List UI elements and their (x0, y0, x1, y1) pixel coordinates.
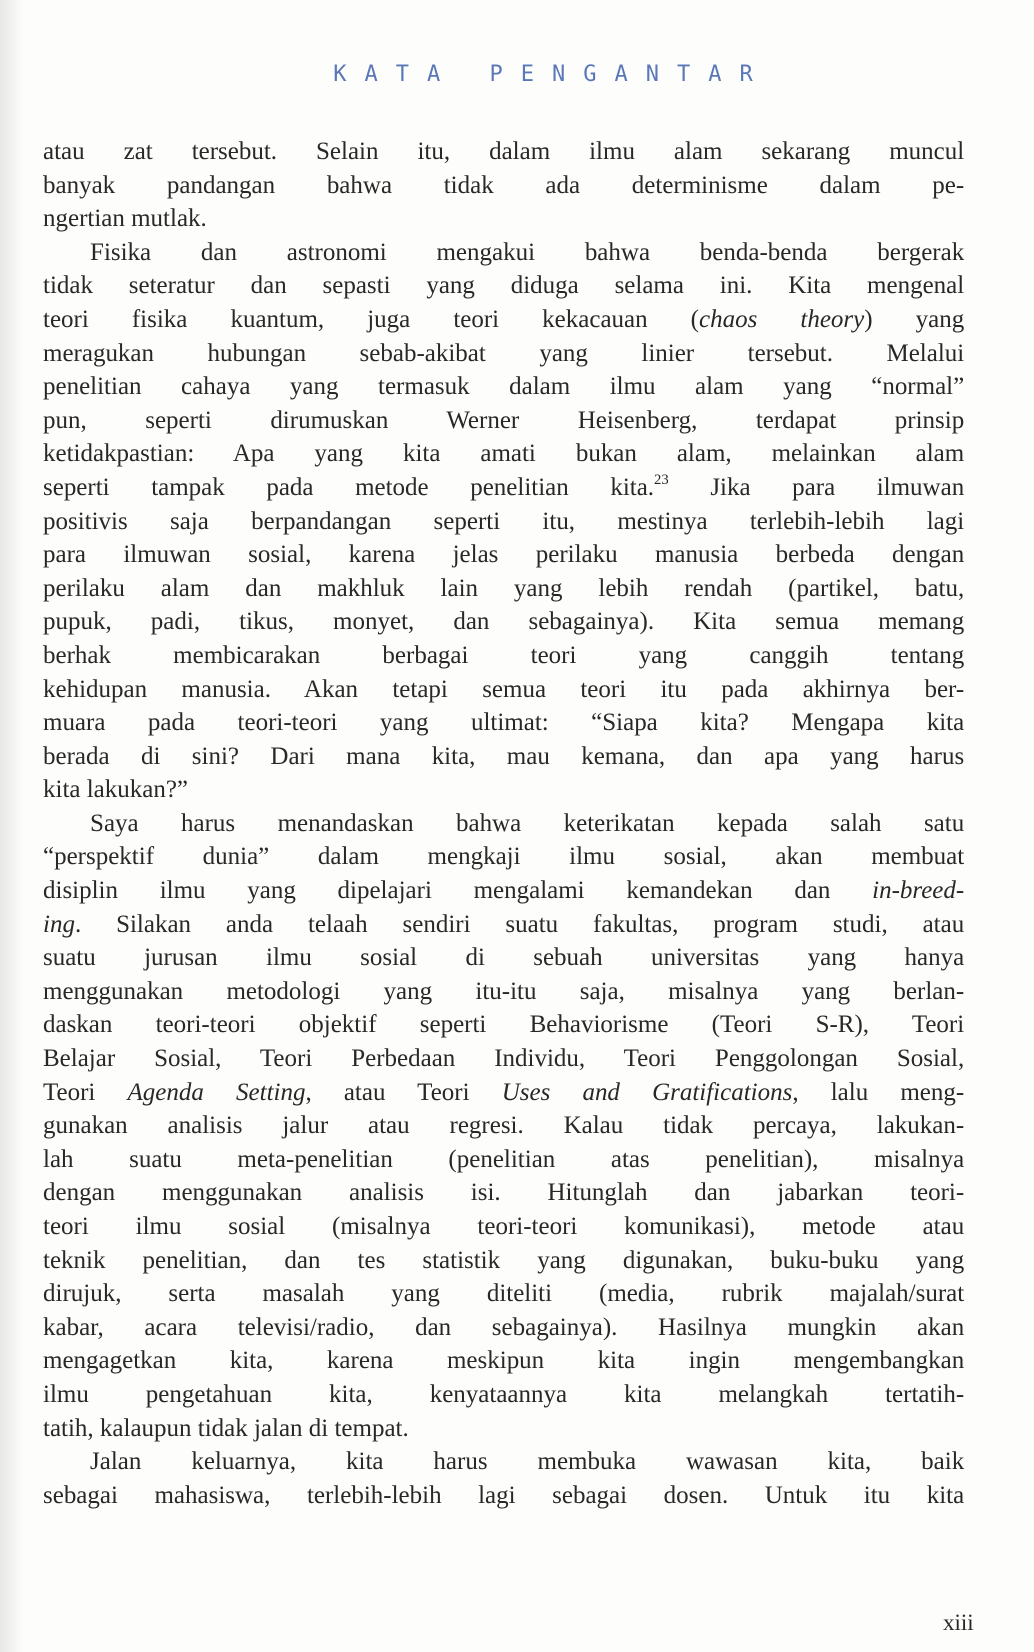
page-gutter-shadow (0, 0, 22, 1652)
text-segment: seperti tampak pada metode penelitian kita. (43, 471, 655, 501)
text-line: Jalan keluarnya, kita harus membuka wawasan kita, baik (90, 1446, 965, 1476)
text-line: berhak membicarakan berbagai teori yang canggih tentang (43, 639, 965, 669)
body-text (43, 134, 983, 1511)
text-line: muara pada teori-teori yang ultimat: “Siapa kita? Mengapa kita (43, 707, 965, 737)
text-line: dengan menggunakan analisis isi. Hitunglah dan jabarkan teori- (43, 1177, 965, 1207)
text-line: gunakan analisis jalur atau regresi. Kalau tidak percaya, lakukan- (43, 1110, 965, 1140)
text-line: sebagai mahasiswa, terlebih-lebih lagi sebagai dosen. Untuk itu kita (43, 1479, 965, 1509)
text-line: ngertian mutlak. (43, 203, 207, 233)
italic-term: Uses and Gratifications (501, 1076, 793, 1106)
text-line: atau zat tersebut. Selain itu, dalam ilmu alam sekarang muncul (43, 136, 965, 165)
text-segment: ) yang (864, 303, 965, 333)
text-line: suatu jurusan ilmu sosial di sebuah universitas yang hanya (43, 942, 965, 972)
italic-term: Agenda Setting (127, 1076, 306, 1106)
text-line: tatih, kalaupun tidak jalan di tempat. (43, 1412, 409, 1442)
text-line: Belajar Sosial, Teori Perbedaan Individu, Teori Penggolongan Sosial, (43, 1043, 965, 1073)
text-segment: disiplin ilmu yang dipelajari mengalami kemandekan dan (43, 875, 873, 905)
text-segment: Jika para ilmuwan (668, 471, 965, 501)
text-line: pupuk, padi, tikus, monyet, dan sebagainya). Kita semua memang (43, 606, 965, 636)
text-line: dirujuk, serta masalah yang diteliti (media, rubrik majalah/surat (43, 1278, 965, 1308)
italic-term: ing (43, 908, 75, 938)
text-line: teknik penelitian, dan tes statistik yang digunakan, buku-buku yang (43, 1244, 965, 1274)
text-segment: , atau Teori (305, 1076, 502, 1106)
text-line: “perspektif dunia” dalam mengkaji ilmu sosial, akan membuat (43, 841, 965, 871)
text-line: mengagetkan kita, karena meskipun kita ingin mengembangkan (43, 1345, 965, 1375)
text-line: perilaku alam dan makhluk lain yang lebih rendah (partikel, batu, (43, 572, 965, 602)
text-line (43, 470, 964, 504)
running-head: KATA PENGANTAR (333, 62, 771, 87)
footnote-reference: 23 (654, 471, 669, 488)
text-line: teori ilmu sosial (misalnya teori-teori komunikasi), metode atau (43, 1211, 965, 1240)
text-line: Saya harus menandaskan bahwa keterikatan kepada salah satu (90, 807, 965, 837)
text-line: daskan teori-teori objektif seperti Behaviorisme (Teori S-R), Teori (43, 1009, 965, 1039)
italic-term: in-breed- (872, 875, 965, 905)
text-line: penelitian cahaya yang termasuk dalam ilmu alam yang “normal” (43, 371, 965, 401)
text-line: pun, seperti dirumuskan Werner Heisenberg, terdapat prinsip (43, 404, 965, 434)
text-line: menggunakan metodologi yang itu-itu saja, misalnya yang berlan- (43, 975, 965, 1005)
text-line: para ilmuwan sosial, karena jelas perilaku manusia berbeda dengan (43, 539, 965, 569)
text-line: positivis saja berpandangan seperti itu, mestinya terlebih-lebih lagi (43, 505, 965, 535)
text-segment: Teori (43, 1076, 128, 1106)
text-segment: . Silakan anda telaah sendiri suatu fakultas, program studi, atau (74, 908, 965, 938)
text-line: tidak seteratur dan sepasti yang diduga selama ini. Kita mengenal (43, 270, 965, 300)
text-segment: , lalu meng- (792, 1076, 965, 1106)
page-number: xiii (943, 1610, 974, 1635)
text-line (43, 907, 964, 941)
text-line: ketidakpastian: Apa yang kita amati bukan alam, melainkan alam (43, 438, 965, 468)
text-line (43, 873, 964, 907)
text-line: kehidupan manusia. Akan tetapi semua teori itu pada akhirnya ber- (43, 673, 965, 703)
text-line: meragukan hubungan sebab-akibat yang linier tersebut. Melalui (43, 337, 965, 367)
text-line (43, 302, 964, 336)
text-line: banyak pandangan bahwa tidak ada determinisme dalam pe- (43, 169, 965, 199)
text-line: lah suatu meta-penelitian (penelitian atas penelitian), misalnya (43, 1143, 965, 1173)
text-line: kabar, acara televisi/radio, dan sebagainya). Hasilnya mungkin akan (43, 1311, 965, 1341)
text-line (43, 1075, 964, 1109)
italic-term: chaos theory (699, 303, 865, 333)
text-segment: teori fisika kuantum, juga teori kekacauan ( (43, 303, 700, 333)
text-line: Fisika dan astronomi mengakui bahwa benda-benda bergerak (90, 236, 965, 266)
text-line: ilmu pengetahuan kita, kenyataannya kita melangkah tertatih- (43, 1378, 965, 1408)
text-line: berada di sini? Dari mana kita, mau kemana, dan apa yang harus (43, 740, 965, 770)
text-line: kita lakukan?” (43, 774, 189, 804)
